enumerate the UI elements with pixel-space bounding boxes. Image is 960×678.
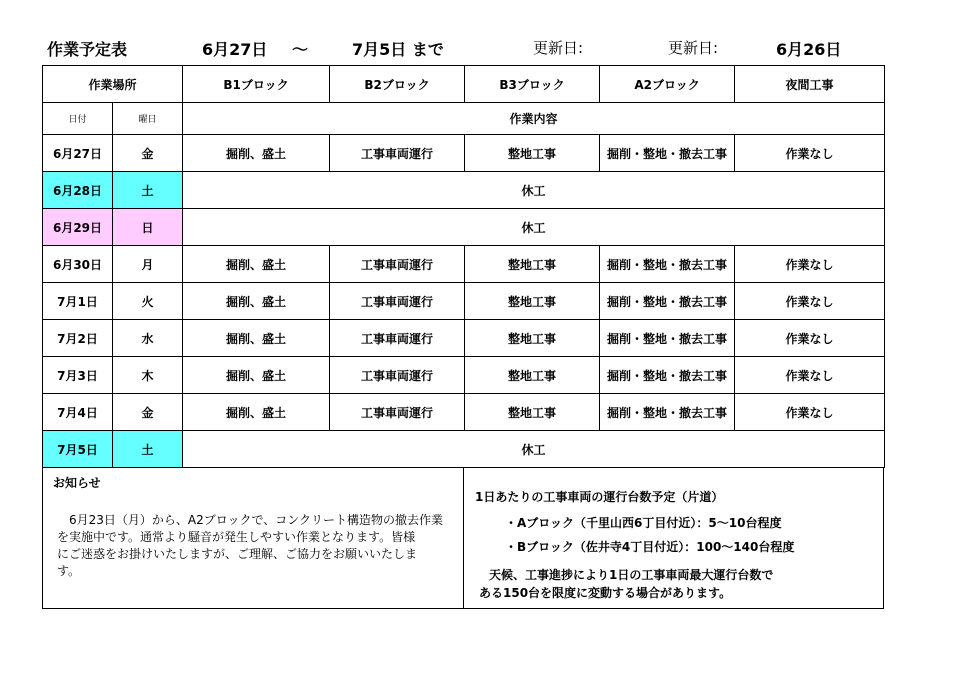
table-row bbox=[43, 135, 885, 172]
cell-a2: 掘削・整地・撤去工事 bbox=[600, 246, 735, 283]
holiday-cell: 休工 bbox=[183, 209, 885, 246]
cell-b3: 整地工事 bbox=[465, 357, 600, 394]
column-header-b2: B2ブロック bbox=[330, 66, 465, 103]
location-header: 作業場所 bbox=[43, 66, 183, 103]
page-title: 作業予定表 bbox=[47, 40, 128, 59]
notice-box bbox=[42, 468, 884, 609]
notice-line: にご迷惑をお掛けいたしますが、ご理解、ご協力をお願いいたしま bbox=[57, 547, 418, 561]
table-row bbox=[43, 209, 885, 246]
date-label: 日付 bbox=[43, 103, 113, 135]
cell-b3: 整地工事 bbox=[465, 283, 600, 320]
row-date: 6月28日 bbox=[43, 172, 113, 209]
period-end-date: 7月5日 まで bbox=[352, 40, 444, 59]
cell-b2: 工事車両運行 bbox=[330, 135, 465, 172]
row-day: 火 bbox=[113, 283, 183, 320]
column-header-night: 夜間工事 bbox=[735, 66, 885, 103]
holiday-cell: 休工 bbox=[183, 172, 885, 209]
cell-b2: 工事車両運行 bbox=[330, 246, 465, 283]
cell-a2: 掘削・整地・撤去工事 bbox=[600, 283, 735, 320]
row-day: 土 bbox=[113, 431, 183, 468]
row-date: 7月5日 bbox=[43, 431, 113, 468]
cell-b2: 工事車両運行 bbox=[330, 394, 465, 431]
row-day: 月 bbox=[113, 246, 183, 283]
cell-b2: 工事車両運行 bbox=[330, 283, 465, 320]
day-label: 曜日 bbox=[113, 103, 183, 135]
cell-a2: 掘削・整地・撤去工事 bbox=[600, 394, 735, 431]
cell-b1: 掘削、盛土 bbox=[183, 357, 330, 394]
notice-line: す。 bbox=[57, 564, 81, 578]
row-date: 7月2日 bbox=[43, 320, 113, 357]
cell-a2: 掘削・整地・撤去工事 bbox=[600, 320, 735, 357]
row-date: 6月29日 bbox=[43, 209, 113, 246]
column-header-a2: A2ブロック bbox=[600, 66, 735, 103]
notice-divider bbox=[463, 468, 464, 608]
table-row bbox=[43, 283, 885, 320]
cell-night: 作業なし bbox=[735, 394, 885, 431]
cell-b3: 整地工事 bbox=[465, 246, 600, 283]
cell-b3: 整地工事 bbox=[465, 320, 600, 357]
row-date: 6月27日 bbox=[43, 135, 113, 172]
table-row bbox=[43, 320, 885, 357]
row-day: 金 bbox=[113, 135, 183, 172]
cell-b1: 掘削、盛土 bbox=[183, 320, 330, 357]
column-header-row bbox=[43, 66, 885, 103]
holiday-cell: 休工 bbox=[183, 431, 885, 468]
cell-night: 作業なし bbox=[735, 320, 885, 357]
cell-night: 作業なし bbox=[735, 283, 885, 320]
table-row bbox=[43, 172, 885, 209]
cell-b1: 掘削、盛土 bbox=[183, 135, 330, 172]
sub-header-row bbox=[43, 103, 885, 135]
cell-night: 作業なし bbox=[735, 246, 885, 283]
row-date: 7月1日 bbox=[43, 283, 113, 320]
table-row bbox=[43, 357, 885, 394]
updated-label-1: 更新日: bbox=[533, 39, 584, 57]
row-day: 水 bbox=[113, 320, 183, 357]
notice-body bbox=[57, 512, 449, 580]
period-start-date: 6月27日 bbox=[202, 40, 268, 59]
cell-a2: 掘削・整地・撤去工事 bbox=[600, 135, 735, 172]
cell-night: 作業なし bbox=[735, 135, 885, 172]
cell-b2: 工事車両運行 bbox=[330, 320, 465, 357]
traffic-b-block: ・Bブロック（佐井寺4丁目付近）：100～140台程度 bbox=[505, 540, 795, 554]
row-date: 7月3日 bbox=[43, 357, 113, 394]
schedule-table bbox=[42, 65, 885, 468]
notice-line: 6月23日（月）から、A2ブロックで、コンクリート構造物の撤去作業 bbox=[57, 513, 444, 527]
updated-label-2: 更新日: bbox=[668, 39, 719, 57]
cell-b1: 掘削、盛土 bbox=[183, 283, 330, 320]
traffic-title: 1日あたりの工事車両の運行台数予定（片道） bbox=[475, 490, 724, 504]
notice-line: を実施中です。通常より騒音が発生しやすい作業となります。皆様 bbox=[57, 530, 416, 544]
cell-b3: 整地工事 bbox=[465, 135, 600, 172]
row-date: 6月30日 bbox=[43, 246, 113, 283]
column-header-b3: B3ブロック bbox=[465, 66, 600, 103]
row-day: 木 bbox=[113, 357, 183, 394]
content-label: 作業内容 bbox=[183, 103, 885, 135]
cell-b1: 掘削、盛土 bbox=[183, 246, 330, 283]
cell-night: 作業なし bbox=[735, 357, 885, 394]
column-header-b1: B1ブロック bbox=[183, 66, 330, 103]
row-day: 金 bbox=[113, 394, 183, 431]
row-day: 日 bbox=[113, 209, 183, 246]
row-date: 7月4日 bbox=[43, 394, 113, 431]
row-day: 土 bbox=[113, 172, 183, 209]
table-row bbox=[43, 246, 885, 283]
traffic-note-line-1: 天候、工事進捗により1日の工事車両最大運行台数で bbox=[489, 568, 774, 582]
cell-a2: 掘削・整地・撤去工事 bbox=[600, 357, 735, 394]
traffic-a-block: ・Aブロック（千里山西6丁目付近）：5～10台程度 bbox=[505, 516, 782, 530]
cell-b2: 工事車両運行 bbox=[330, 357, 465, 394]
cell-b3: 整地工事 bbox=[465, 394, 600, 431]
notice-title: お知らせ bbox=[53, 476, 101, 490]
period-tilde: ～ bbox=[292, 40, 309, 59]
traffic-note-line-2: ある150台を限度に変動する場合があります。 bbox=[479, 586, 732, 600]
table-row bbox=[43, 431, 885, 468]
updated-date: 6月26日 bbox=[776, 40, 842, 59]
table-row bbox=[43, 394, 885, 431]
cell-b1: 掘削、盛土 bbox=[183, 394, 330, 431]
